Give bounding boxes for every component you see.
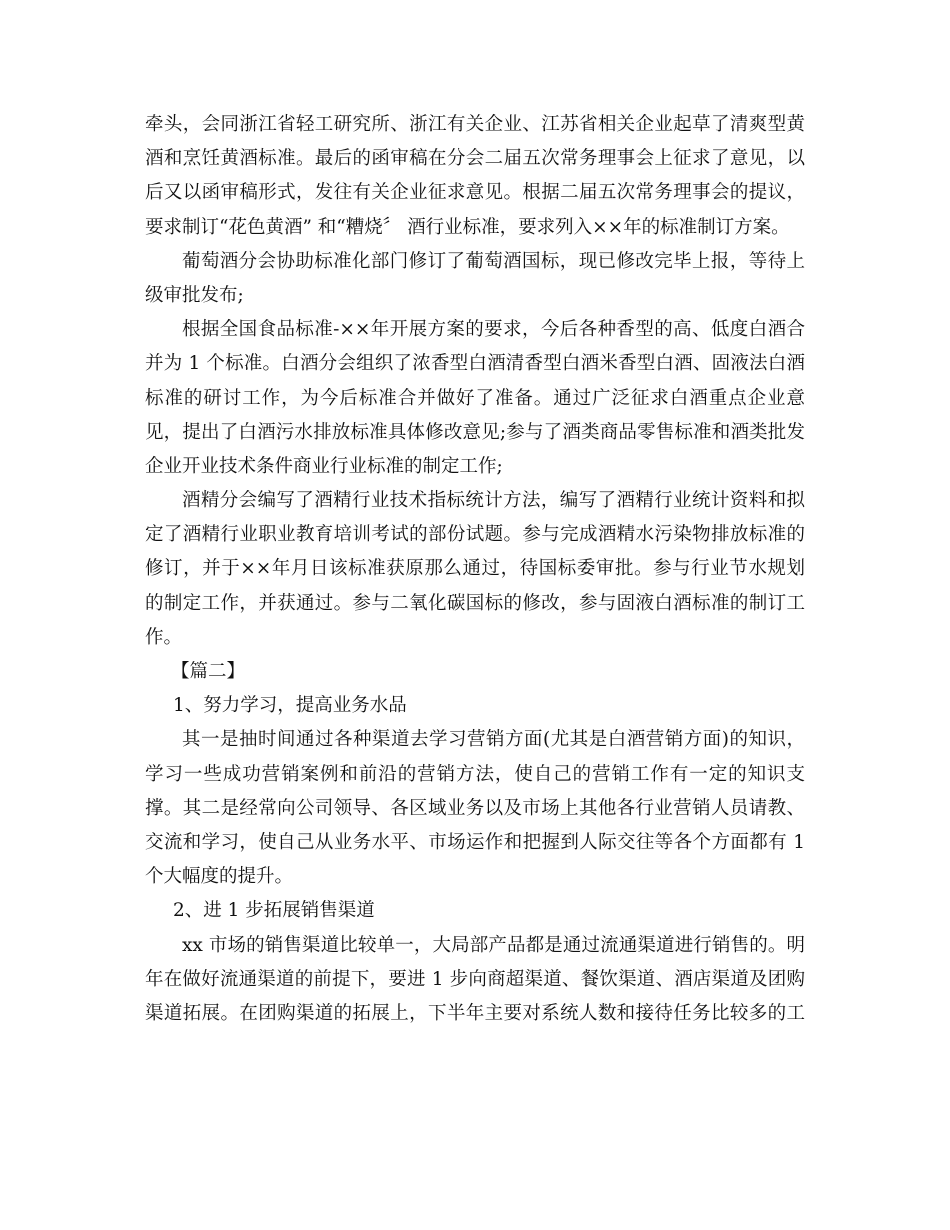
text-line: 个大幅度的提升。: [145, 866, 294, 888]
text-line: 的制定工作，并获通过。参与二氧化碳国标的修改，参与固液白酒标准的制订工: [145, 592, 805, 614]
text-line: 学习一些成功营销案例和前沿的营销方法，使自己的营销工作有一定的知识支: [145, 763, 805, 785]
text-line: 根据全国食品标准-××年开展方案的要求，今后各种香型的高、低度白酒合: [182, 319, 805, 341]
paragraph: [145, 484, 805, 655]
paragraph: [145, 313, 805, 484]
paragraph: [145, 108, 805, 245]
text-line: 牵头，会同浙江省轻工研究所、浙江有关企业、江苏省相关企业起草了清爽型黄: [145, 114, 805, 135]
text-line: 酒和烹饪黄酒标准。最后的函审稿在分会二届五次常务理事会上征求了意见，以: [145, 148, 805, 170]
text-line: 企业开业技术条件商业行业标准的制定工作;: [145, 455, 503, 477]
section-heading: [145, 655, 805, 689]
text-line: 并为 1 个标准。白酒分会组织了浓香型白酒清香型白酒米香型白酒、固液法白酒: [145, 353, 805, 375]
paragraph: [145, 245, 805, 313]
text-line: 作。: [145, 626, 183, 648]
text-line: 要求制订“花色黄酒” 和“糟烧〞 酒行业标准，要求列入××年的标准制订方案。: [145, 216, 790, 238]
text-line: xx 市场的销售渠道比较单一，大局部产品都是通过流通渠道进行销售的。明: [182, 934, 805, 956]
subheading-text: 1、努力学习，提高业务水品: [173, 695, 407, 717]
heading-text: 【篇二】: [171, 661, 246, 682]
text-line: 酒精分会编写了酒精行业技术指标统计方法，编写了酒精行业统计资料和拟: [182, 490, 805, 512]
text-line: 标准的研讨工作，为今后标准合并做好了准备。通过广泛征求白酒重点企业意: [145, 387, 805, 409]
text-line: 渠道拓展。在团购渠道的拓展上，下半年主要对系统人数和接待任务比较多的工: [145, 1002, 805, 1024]
text-line: 其一是抽时间通过各种渠道去学习营销方面(尤其是白酒营销方面)的知识，: [182, 729, 805, 751]
text-line: 葡萄酒分会协助标准化部门修订了葡萄酒国标，现已修改完毕上报，等待上: [182, 250, 805, 272]
text-line: 年在做好流通渠道的前提下，要进 1 步向商超渠道、餐饮渠道、酒店渠道及团购: [145, 968, 805, 990]
text-line: 修订，并于××年月日该标准获原那么通过，待国标委审批。参与行业节水规划: [145, 558, 805, 580]
document-body: [145, 108, 805, 1031]
paragraph: [145, 929, 805, 1032]
text-line: 交流和学习，使自己从业务水平、市场运作和把握到人际交往等各个方面都有 1: [145, 831, 805, 853]
paragraph: [145, 723, 805, 894]
text-line: 后又以函审稿形式，发往有关企业征求意见。根据二届五次常务理事会的提议，: [145, 182, 805, 204]
subheading: [145, 894, 805, 928]
text-line: 定了酒精行业职业教育培训考试的部份试题。参与完成酒精水污染物排放标准的: [145, 524, 805, 546]
text-line: 级审批发布;: [145, 284, 244, 306]
text-line: 撑。其二是经常向公司领导、各区域业务以及市场上其他各行业营销人员请教、: [145, 797, 805, 819]
subheading-text: 2、进 1 步拓展销售渠道: [173, 900, 375, 922]
subheading: [145, 689, 805, 723]
text-line: 见，提出了白酒污水排放标准具体修改意见;参与了酒类商品零售标准和酒类批发: [145, 421, 805, 443]
